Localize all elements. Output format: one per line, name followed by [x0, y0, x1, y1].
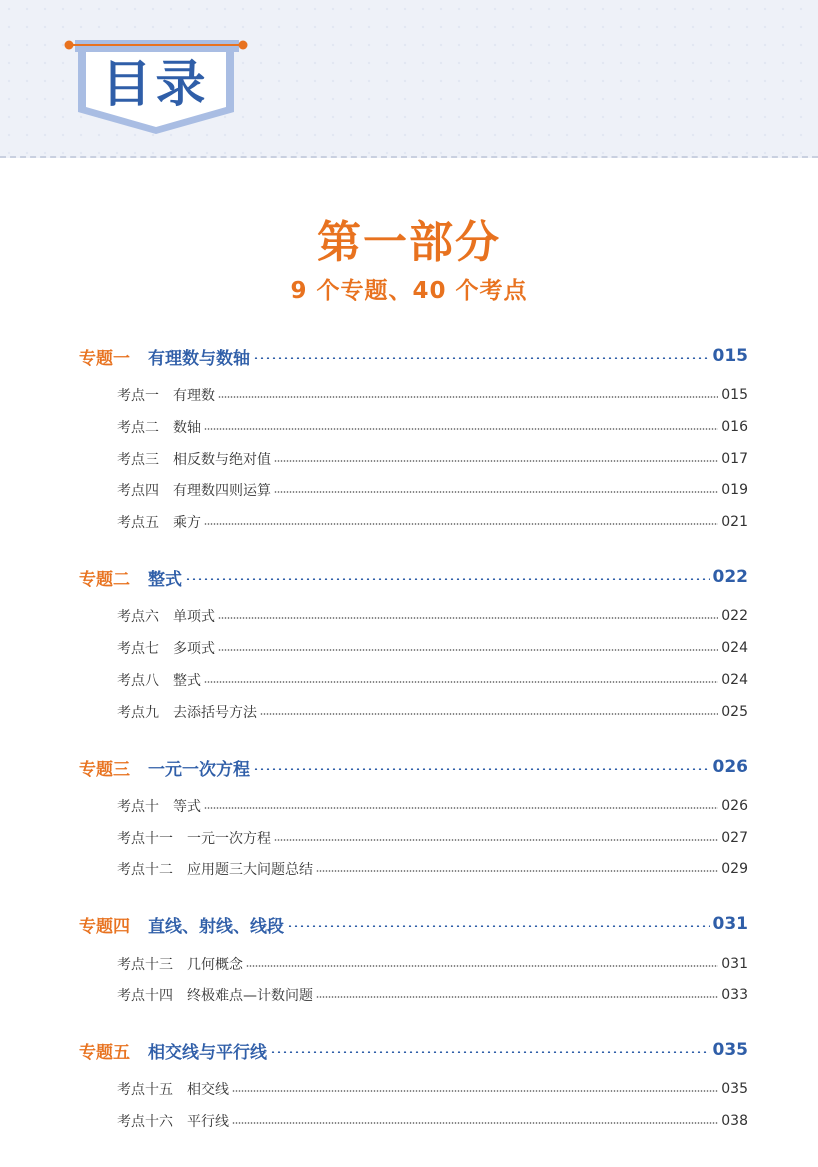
topic-number: 专题五: [79, 1042, 130, 1063]
toc-point[interactable]: [117, 512, 748, 532]
topic-page: 026: [712, 757, 748, 777]
point-number: 考点十一: [117, 831, 173, 847]
point-page: 025: [721, 704, 748, 720]
toc-point[interactable]: [117, 702, 748, 722]
leader-dots: [274, 460, 718, 462]
point-name: 一元一次方程: [187, 831, 271, 847]
point-name: 整式: [173, 673, 201, 689]
point-page: 019: [721, 482, 748, 498]
point-name: 相交线: [187, 1082, 229, 1098]
toc-point[interactable]: [117, 954, 748, 974]
toc-point[interactable]: [117, 606, 748, 626]
leader-dots: [246, 965, 718, 967]
point-number: 考点九: [117, 705, 159, 721]
topic-name: 相交线与平行线: [148, 1042, 267, 1063]
point-page: 017: [721, 451, 748, 467]
point-number: 考点六: [117, 609, 159, 625]
badge-rod-right-end: [239, 41, 248, 50]
leader-dots: [204, 807, 718, 809]
point-number: 考点十六: [117, 1114, 173, 1130]
point-page: 016: [721, 419, 748, 435]
toc-topic[interactable]: [79, 1038, 748, 1062]
toc-topic[interactable]: [79, 755, 748, 779]
toc-point[interactable]: [117, 385, 748, 405]
topic-number: 专题二: [79, 569, 130, 590]
point-number: 考点十: [117, 799, 159, 815]
toc-point[interactable]: [117, 828, 748, 848]
toc-topic[interactable]: [79, 912, 748, 936]
leader-dots: [218, 396, 718, 398]
toc-point[interactable]: [117, 670, 748, 690]
point-page: 024: [721, 672, 748, 688]
leader-dots: [274, 839, 718, 841]
badge-rod-left-end: [65, 41, 74, 50]
point-number: 考点七: [117, 641, 159, 657]
point-name: 去添括号方法: [173, 705, 257, 721]
point-number: 考点十四: [117, 988, 173, 1004]
leader-dots: [218, 649, 718, 651]
topic-number: 专题四: [79, 916, 130, 937]
part-subtitle: 9 个专题、40 个考点: [290, 278, 528, 304]
point-number: 考点四: [117, 483, 159, 499]
leader-dots: [274, 491, 718, 493]
toc-point[interactable]: [117, 1079, 748, 1099]
leader-dots: [270, 1051, 710, 1053]
leader-dots: [204, 523, 718, 525]
topic-name: 整式: [148, 569, 182, 590]
leader-dots: [204, 428, 718, 430]
point-page: 038: [721, 1113, 748, 1129]
topic-number: 专题三: [79, 759, 130, 780]
point-name: 相反数与绝对值: [173, 452, 271, 468]
point-number: 考点一: [117, 388, 159, 404]
leader-dots: [316, 996, 718, 998]
leader-dots: [185, 578, 710, 580]
leader-dots: [232, 1122, 718, 1124]
point-name: 平行线: [187, 1114, 229, 1130]
point-page: 024: [721, 640, 748, 656]
toc-point[interactable]: [117, 985, 748, 1005]
toc-topic[interactable]: [79, 565, 748, 589]
point-name: 多项式: [173, 641, 215, 657]
point-name: 有理数四则运算: [173, 483, 271, 499]
point-page: 026: [721, 798, 748, 814]
point-name: 乘方: [173, 515, 201, 531]
point-page: 015: [721, 387, 748, 403]
topic-number: 专题一: [79, 348, 130, 369]
point-page: 035: [721, 1081, 748, 1097]
toc-point[interactable]: [117, 859, 748, 879]
point-page: 027: [721, 830, 748, 846]
leader-dots: [253, 357, 710, 359]
point-number: 考点五: [117, 515, 159, 531]
point-name: 等式: [173, 799, 201, 815]
point-number: 考点三: [117, 452, 159, 468]
page-title: 目录: [101, 55, 210, 113]
leader-dots: [260, 713, 718, 715]
point-name: 单项式: [173, 609, 215, 625]
topic-name: 直线、射线、线段: [148, 916, 284, 937]
point-name: 应用题三大问题总结: [187, 862, 313, 878]
leader-dots: [232, 1090, 718, 1092]
leader-dots: [287, 925, 710, 927]
leader-dots: [218, 617, 718, 619]
point-number: 考点十三: [117, 957, 173, 973]
point-name: 数轴: [173, 420, 201, 436]
toc-point[interactable]: [117, 449, 748, 469]
point-number: 考点二: [117, 420, 159, 436]
toc-point[interactable]: [117, 480, 748, 500]
point-number: 考点八: [117, 673, 159, 689]
point-page: 021: [721, 514, 748, 530]
point-page: 033: [721, 987, 748, 1003]
toc-topic[interactable]: [79, 344, 748, 368]
point-number: 考点十五: [117, 1082, 173, 1098]
toc-point[interactable]: [117, 638, 748, 658]
point-page: 031: [721, 956, 748, 972]
toc-point[interactable]: [117, 1111, 748, 1131]
point-page: 029: [721, 861, 748, 877]
toc-point[interactable]: [117, 796, 748, 816]
leader-dots: [204, 681, 718, 683]
toc-point[interactable]: [117, 417, 748, 437]
point-page: 022: [721, 608, 748, 624]
part-title: 第一部分: [317, 217, 501, 268]
topic-page: 035: [712, 1040, 748, 1060]
topic-page: 022: [712, 567, 748, 587]
leader-dots: [253, 768, 710, 770]
topic-page: 015: [712, 346, 748, 366]
topic-page: 031: [712, 914, 748, 934]
point-name: 终极难点—计数问题: [187, 988, 313, 1004]
topic-name: 一元一次方程: [148, 759, 250, 780]
leader-dots: [316, 870, 718, 872]
point-number: 考点十二: [117, 862, 173, 878]
point-name: 几何概念: [187, 957, 243, 973]
topic-name: 有理数与数轴: [148, 348, 250, 369]
point-name: 有理数: [173, 388, 215, 404]
